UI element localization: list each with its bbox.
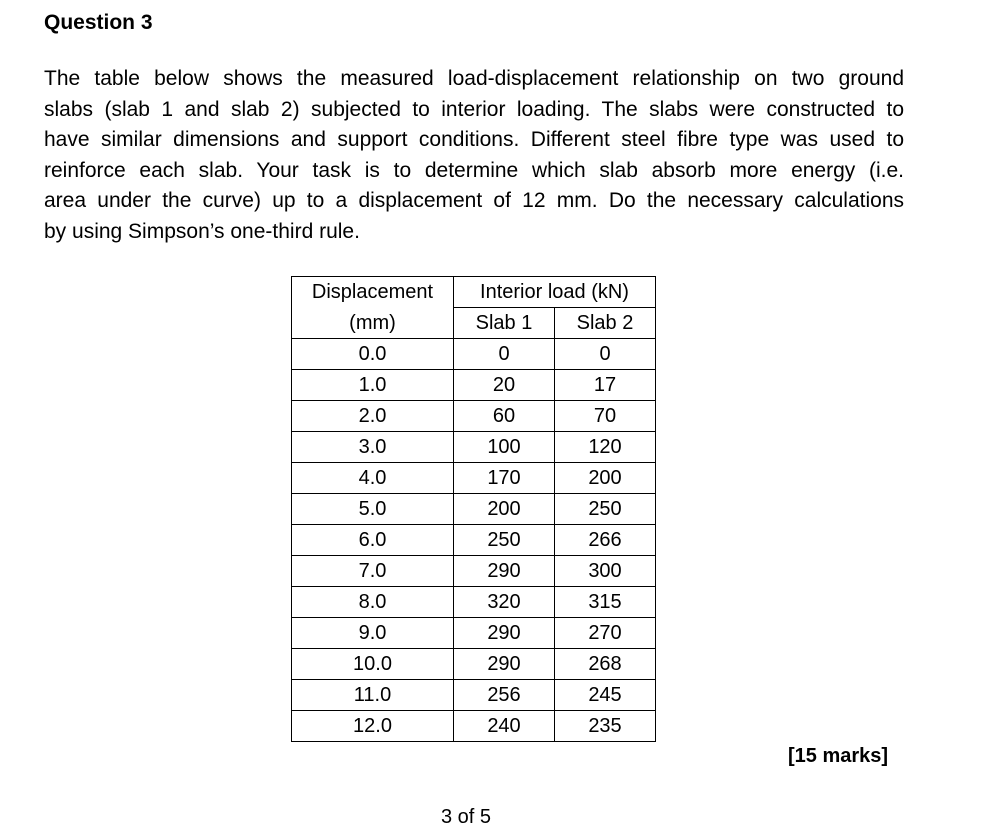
paragraph-line: area under the curve) up to a displacement of 12 mm. Do the necessary calculations	[44, 189, 904, 212]
displacement-cell: 10.0	[292, 649, 454, 680]
slab1-load-cell: 240	[454, 711, 555, 742]
table-row	[292, 556, 656, 587]
slab2-header: Slab 2	[555, 308, 656, 339]
slab2-load-cell: 266	[555, 525, 656, 556]
table-row	[292, 401, 656, 432]
table-row	[292, 463, 656, 494]
slab2-load-cell: 250	[555, 494, 656, 525]
marks-label: [15 marks]	[788, 745, 889, 767]
slab2-load-cell: 235	[555, 711, 656, 742]
displacement-header: Displacement	[292, 277, 454, 308]
interior-load-header: Interior load (kN)	[454, 277, 656, 308]
slab2-load-cell: 17	[555, 370, 656, 401]
paragraph-line: The table below shows the measured load-displacement relationship on two ground	[44, 67, 904, 90]
slab1-load-cell: 20	[454, 370, 555, 401]
displacement-cell: 9.0	[292, 618, 454, 649]
table-row	[292, 587, 656, 618]
load-displacement-table	[291, 276, 656, 742]
slab1-load-cell: 290	[454, 556, 555, 587]
paragraph-line: have similar dimensions and support conditions. Different steel fibre type was used to	[44, 128, 904, 151]
displacement-cell: 6.0	[292, 525, 454, 556]
slab1-load-cell: 290	[454, 618, 555, 649]
table-header-row	[292, 277, 656, 308]
slab1-load-cell: 250	[454, 525, 555, 556]
slab2-load-cell: 270	[555, 618, 656, 649]
paragraph-line: reinforce each slab. Your task is to determine which slab absorb more energy (i.e.	[44, 158, 904, 182]
page-number: 3 of 5	[441, 806, 492, 828]
displacement-cell: 8.0	[292, 587, 454, 618]
slab1-load-cell: 170	[454, 463, 555, 494]
displacement-cell: 7.0	[292, 556, 454, 587]
slab2-load-cell: 200	[555, 463, 656, 494]
table-row	[292, 432, 656, 463]
table-row	[292, 370, 656, 401]
slab1-header: Slab 1	[454, 308, 555, 339]
table-row	[292, 711, 656, 742]
table-row	[292, 525, 656, 556]
table-row	[292, 680, 656, 711]
displacement-cell: 2.0	[292, 401, 454, 432]
displacement-cell: 5.0	[292, 494, 454, 525]
displacement-cell: 0.0	[292, 339, 454, 370]
slab1-load-cell: 320	[454, 587, 555, 618]
displacement-cell: 4.0	[292, 463, 454, 494]
slab1-load-cell: 60	[454, 401, 555, 432]
slab2-load-cell: 300	[555, 556, 656, 587]
slab2-load-cell: 120	[555, 432, 656, 463]
table-row	[292, 494, 656, 525]
slab1-load-cell: 256	[454, 680, 555, 711]
question-heading: Question 3	[44, 11, 153, 34]
displacement-cell: 11.0	[292, 680, 454, 711]
slab1-load-cell: 100	[454, 432, 555, 463]
slab2-load-cell: 70	[555, 401, 656, 432]
table-row	[292, 618, 656, 649]
slab2-load-cell: 315	[555, 587, 656, 618]
paragraph-line: slabs (slab 1 and slab 2) subjected to interior loading. The slabs were constructed to	[44, 97, 904, 121]
displacement-cell: 12.0	[292, 711, 454, 742]
table-body	[292, 339, 656, 742]
slab1-load-cell: 200	[454, 494, 555, 525]
displacement-cell: 1.0	[292, 370, 454, 401]
displacement-unit: (mm)	[292, 308, 454, 339]
table-subheader-row	[292, 308, 656, 339]
slab1-load-cell: 0	[454, 339, 555, 370]
slab2-load-cell: 268	[555, 649, 656, 680]
table-row	[292, 339, 656, 370]
table-row	[292, 649, 656, 680]
slab2-load-cell: 0	[555, 339, 656, 370]
paragraph-line: by using Simpson’s one-third rule.	[44, 219, 360, 243]
displacement-cell: 3.0	[292, 432, 454, 463]
slab2-load-cell: 245	[555, 680, 656, 711]
question-paragraph	[44, 64, 904, 247]
slab1-load-cell: 290	[454, 649, 555, 680]
